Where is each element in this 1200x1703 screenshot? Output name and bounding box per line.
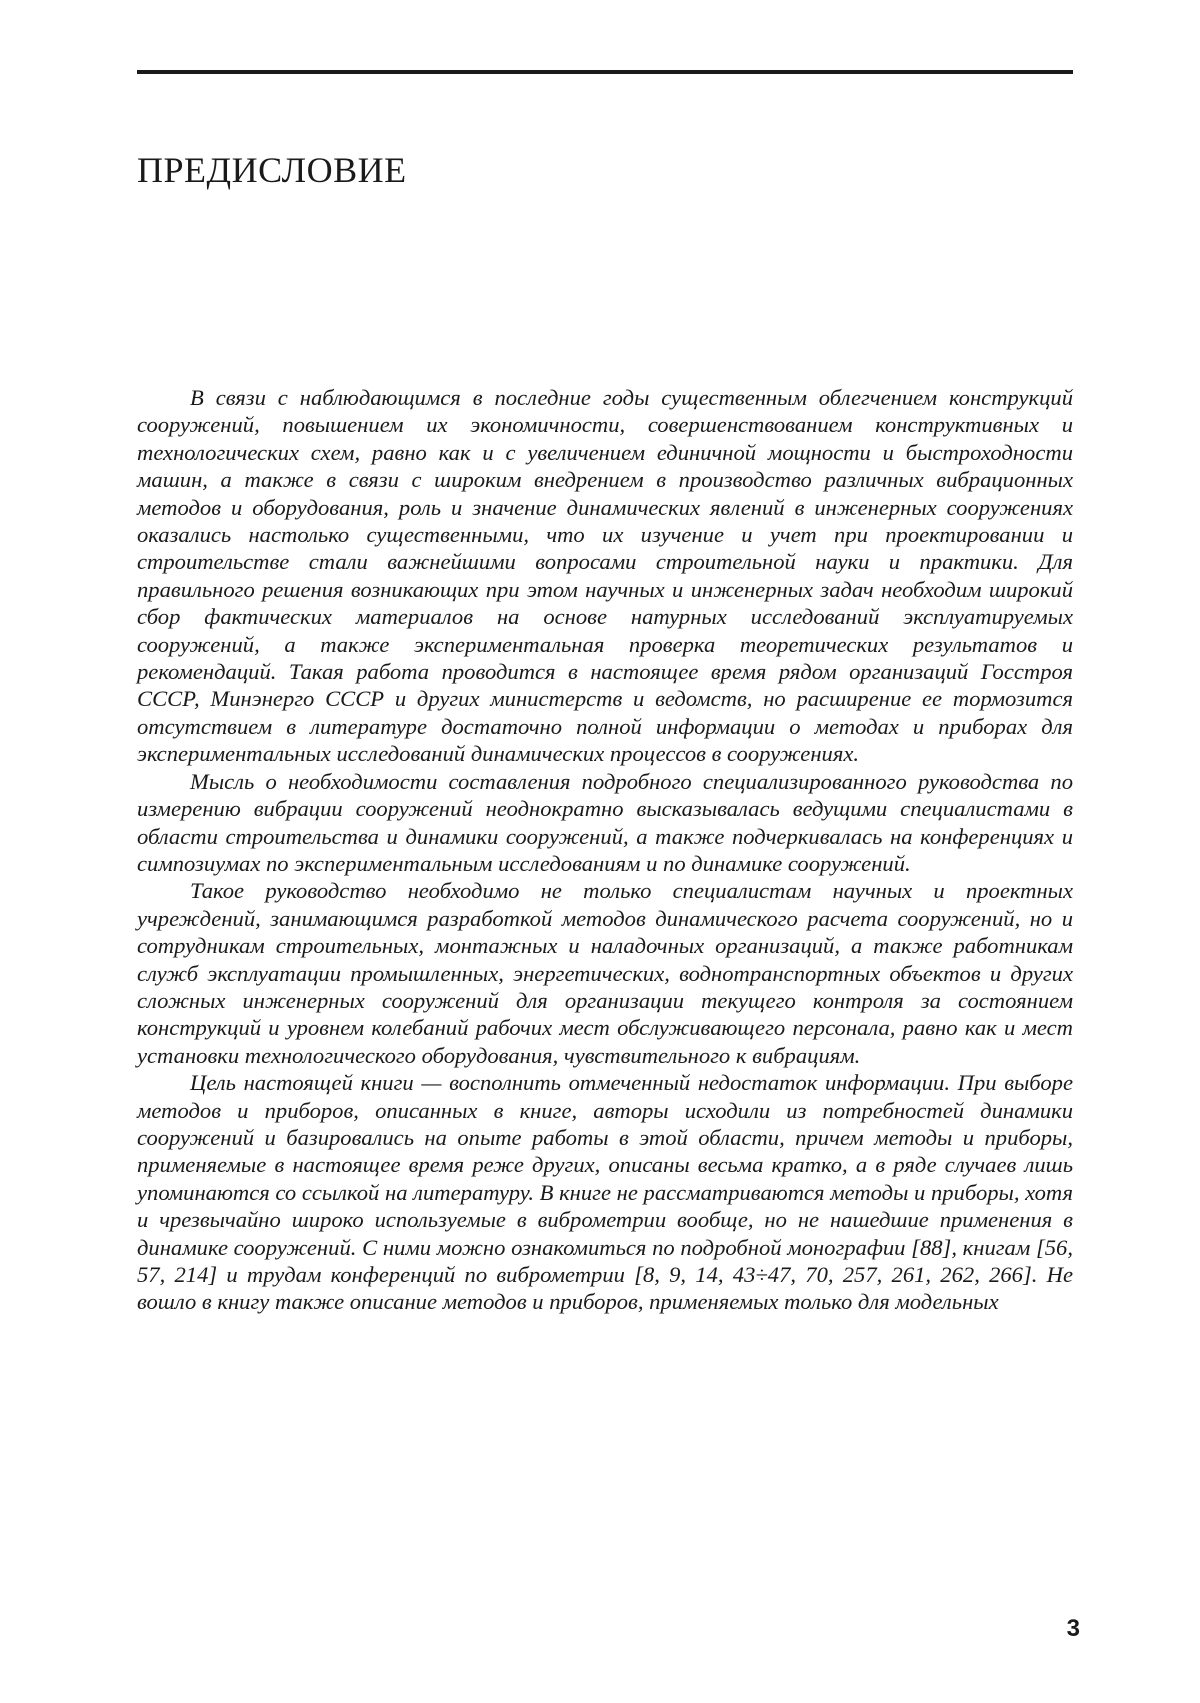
paragraph: Мысль о необходимости составления подробного специализированного руководства по измерению вибрации сооружений неоднократно высказывалась ведущими специалистами в области строительства и динамики сооружений, а также подчеркивалась на конференциях и симпозиумах по экспериментальным исследованиям и по динамике сооружений.	[137, 768, 1073, 876]
chapter-title: ПРЕДИСЛОВИЕ	[137, 150, 407, 190]
preface-body	[137, 384, 1073, 1316]
paragraph: Цель настоящей книги — восполнить отмеченный недостаток информации. При выборе методов и приборов, описанных в книге, авторы исходили из потребностей динамики сооружений и базировались на опыте работы в этой области, причем методы и приборы, применяемые в настоящее время реже других, описаны весьма кратко, а в ряде случаев лишь упоминаются со ссылкой на литературу. В книге не рассматриваются методы и приборы, хотя и чрезвычайно широко используемые в виброметрии вообще, но не нашедшие применения в динамике сооружений. С ними можно ознакомиться по подробной монографии [88], книгам [56, 57, 214] и трудам конференций по виброметрии [8, 9, 14, 43÷47, 70, 257, 261, 262, 266]. Не вошло в книгу также описание методов и приборов, применяемых только для модельных	[137, 1070, 1073, 1315]
page-number: 3	[1066, 1615, 1080, 1642]
paragraph: Такое руководство необходимо не только специалистам научных и проектных учреждений, занимающимся разработкой методов динамического расчета сооружений, но и сотрудникам строительных, монтажных и наладочных организаций, а также работникам служб эксплуатации промышленных, энергетических, воднотранспортных объектов и других сложных инженерных сооружений для организации текущего контроля за состоянием конструкций и уровнем колебаний рабочих мест обслуживающего персонала, равно как и мест установки технологического оборудования, чувствительного к вибрациям.	[137, 878, 1073, 1068]
top-rule	[137, 70, 1073, 74]
paragraph: В связи с наблюдающимся в последние годы существенным облегчением конструкций сооружений, повышением их экономичности, совершенствованием конструктивных и технологических схем, равно как и с увеличением единичной мощности и быстроходности машин, а также в связи с широким внедрением в производство различных вибрационных методов и оборудования, роль и значение динамических явлений в инженерных сооружениях оказались настолько существенными, что их изучение и учет при проектировании и строительстве стали важнейшими вопросами строительной науки и практики. Для правильного решения возникающих при этом научных и инженерных задач необходим широкий сбор фактических материалов на основе натурных исследований эксплуатируемых сооружений, а также экспериментальная проверка теоретических результатов и рекомендаций. Такая работа проводится в настоящее время рядом организаций Госстроя СССР, Минэнерго СССР и других министерств и ведомств, но расширение ее тормозится отсутствием в литературе достаточно полной информации о методах и приборах для экспериментальных исследований динамических процессов в сооружениях.	[137, 385, 1073, 767]
